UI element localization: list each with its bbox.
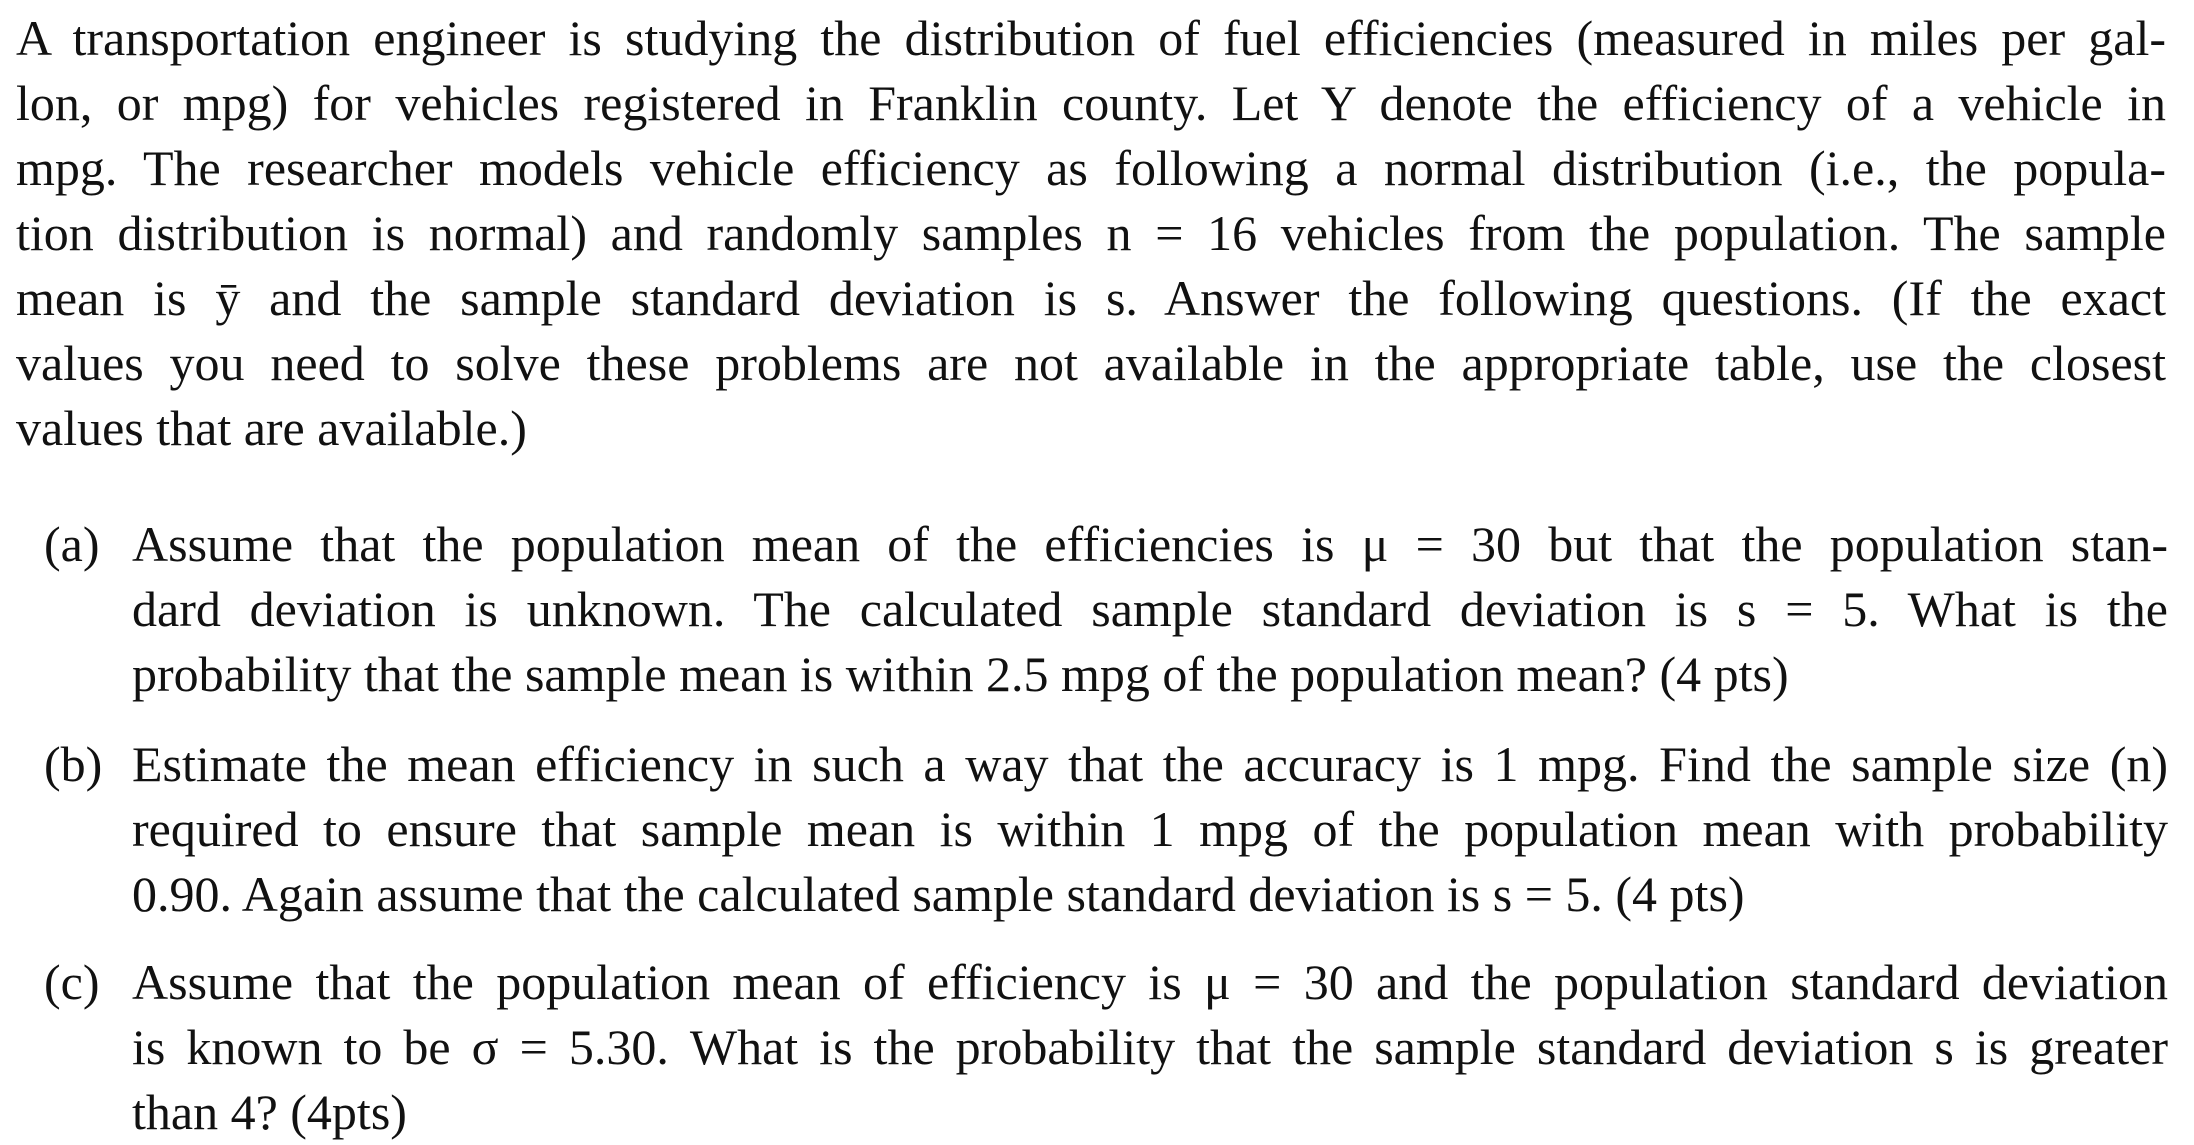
intro-line: values you need to solve these problems are not available in the appropriate table, use the closest [16, 335, 2166, 391]
question-marker: (c) [44, 954, 100, 1010]
question-line: probability that the sample mean is within 2.5 mpg of the population mean? (4 pts) [132, 646, 1789, 702]
question-text [132, 950, 2168, 1145]
question-marker: (a) [44, 516, 100, 572]
problem-intro [16, 6, 2166, 461]
question-text [132, 732, 2168, 927]
question-line: is known to be σ = 5.30. What is the probability that the sample standard deviation s is greater [132, 1019, 2168, 1075]
question-line: Assume that the population mean of the efficiencies is μ = 30 but that the population stan- [132, 516, 2168, 572]
question-line: Assume that the population mean of efficiency is μ = 30 and the population standard deviation [132, 954, 2168, 1010]
intro-line: tion distribution is normal) and randomly samples n = 16 vehicles from the population. The sample [16, 205, 2166, 261]
question-text [132, 512, 2168, 707]
question-line: than 4? (4pts) [132, 1084, 407, 1140]
question-line: required to ensure that sample mean is within 1 mpg of the population mean with probability [132, 801, 2168, 857]
question-line: dard deviation is unknown. The calculated sample standard deviation is s = 5. What is the [132, 581, 2168, 637]
question-line: Estimate the mean efficiency in such a way that the accuracy is 1 mpg. Find the sample size (n) [132, 736, 2168, 792]
intro-line: lon, or mpg) for vehicles registered in Franklin county. Let Y denote the efficiency of a vehicle in [16, 75, 2166, 131]
intro-line: A transportation engineer is studying the distribution of fuel efficiencies (measured in miles per gal- [16, 10, 2166, 66]
question-line: 0.90. Again assume that the calculated sample standard deviation is s = 5. (4 pts) [132, 866, 1745, 922]
intro-line: mean is ȳ and the sample standard deviation is s. Answer the following questions. (If the exact [16, 270, 2166, 326]
intro-line: values that are available.) [16, 400, 527, 456]
question-marker: (b) [44, 736, 103, 792]
intro-line: mpg. The researcher models vehicle efficiency as following a normal distribution (i.e., the popula- [16, 140, 2166, 196]
